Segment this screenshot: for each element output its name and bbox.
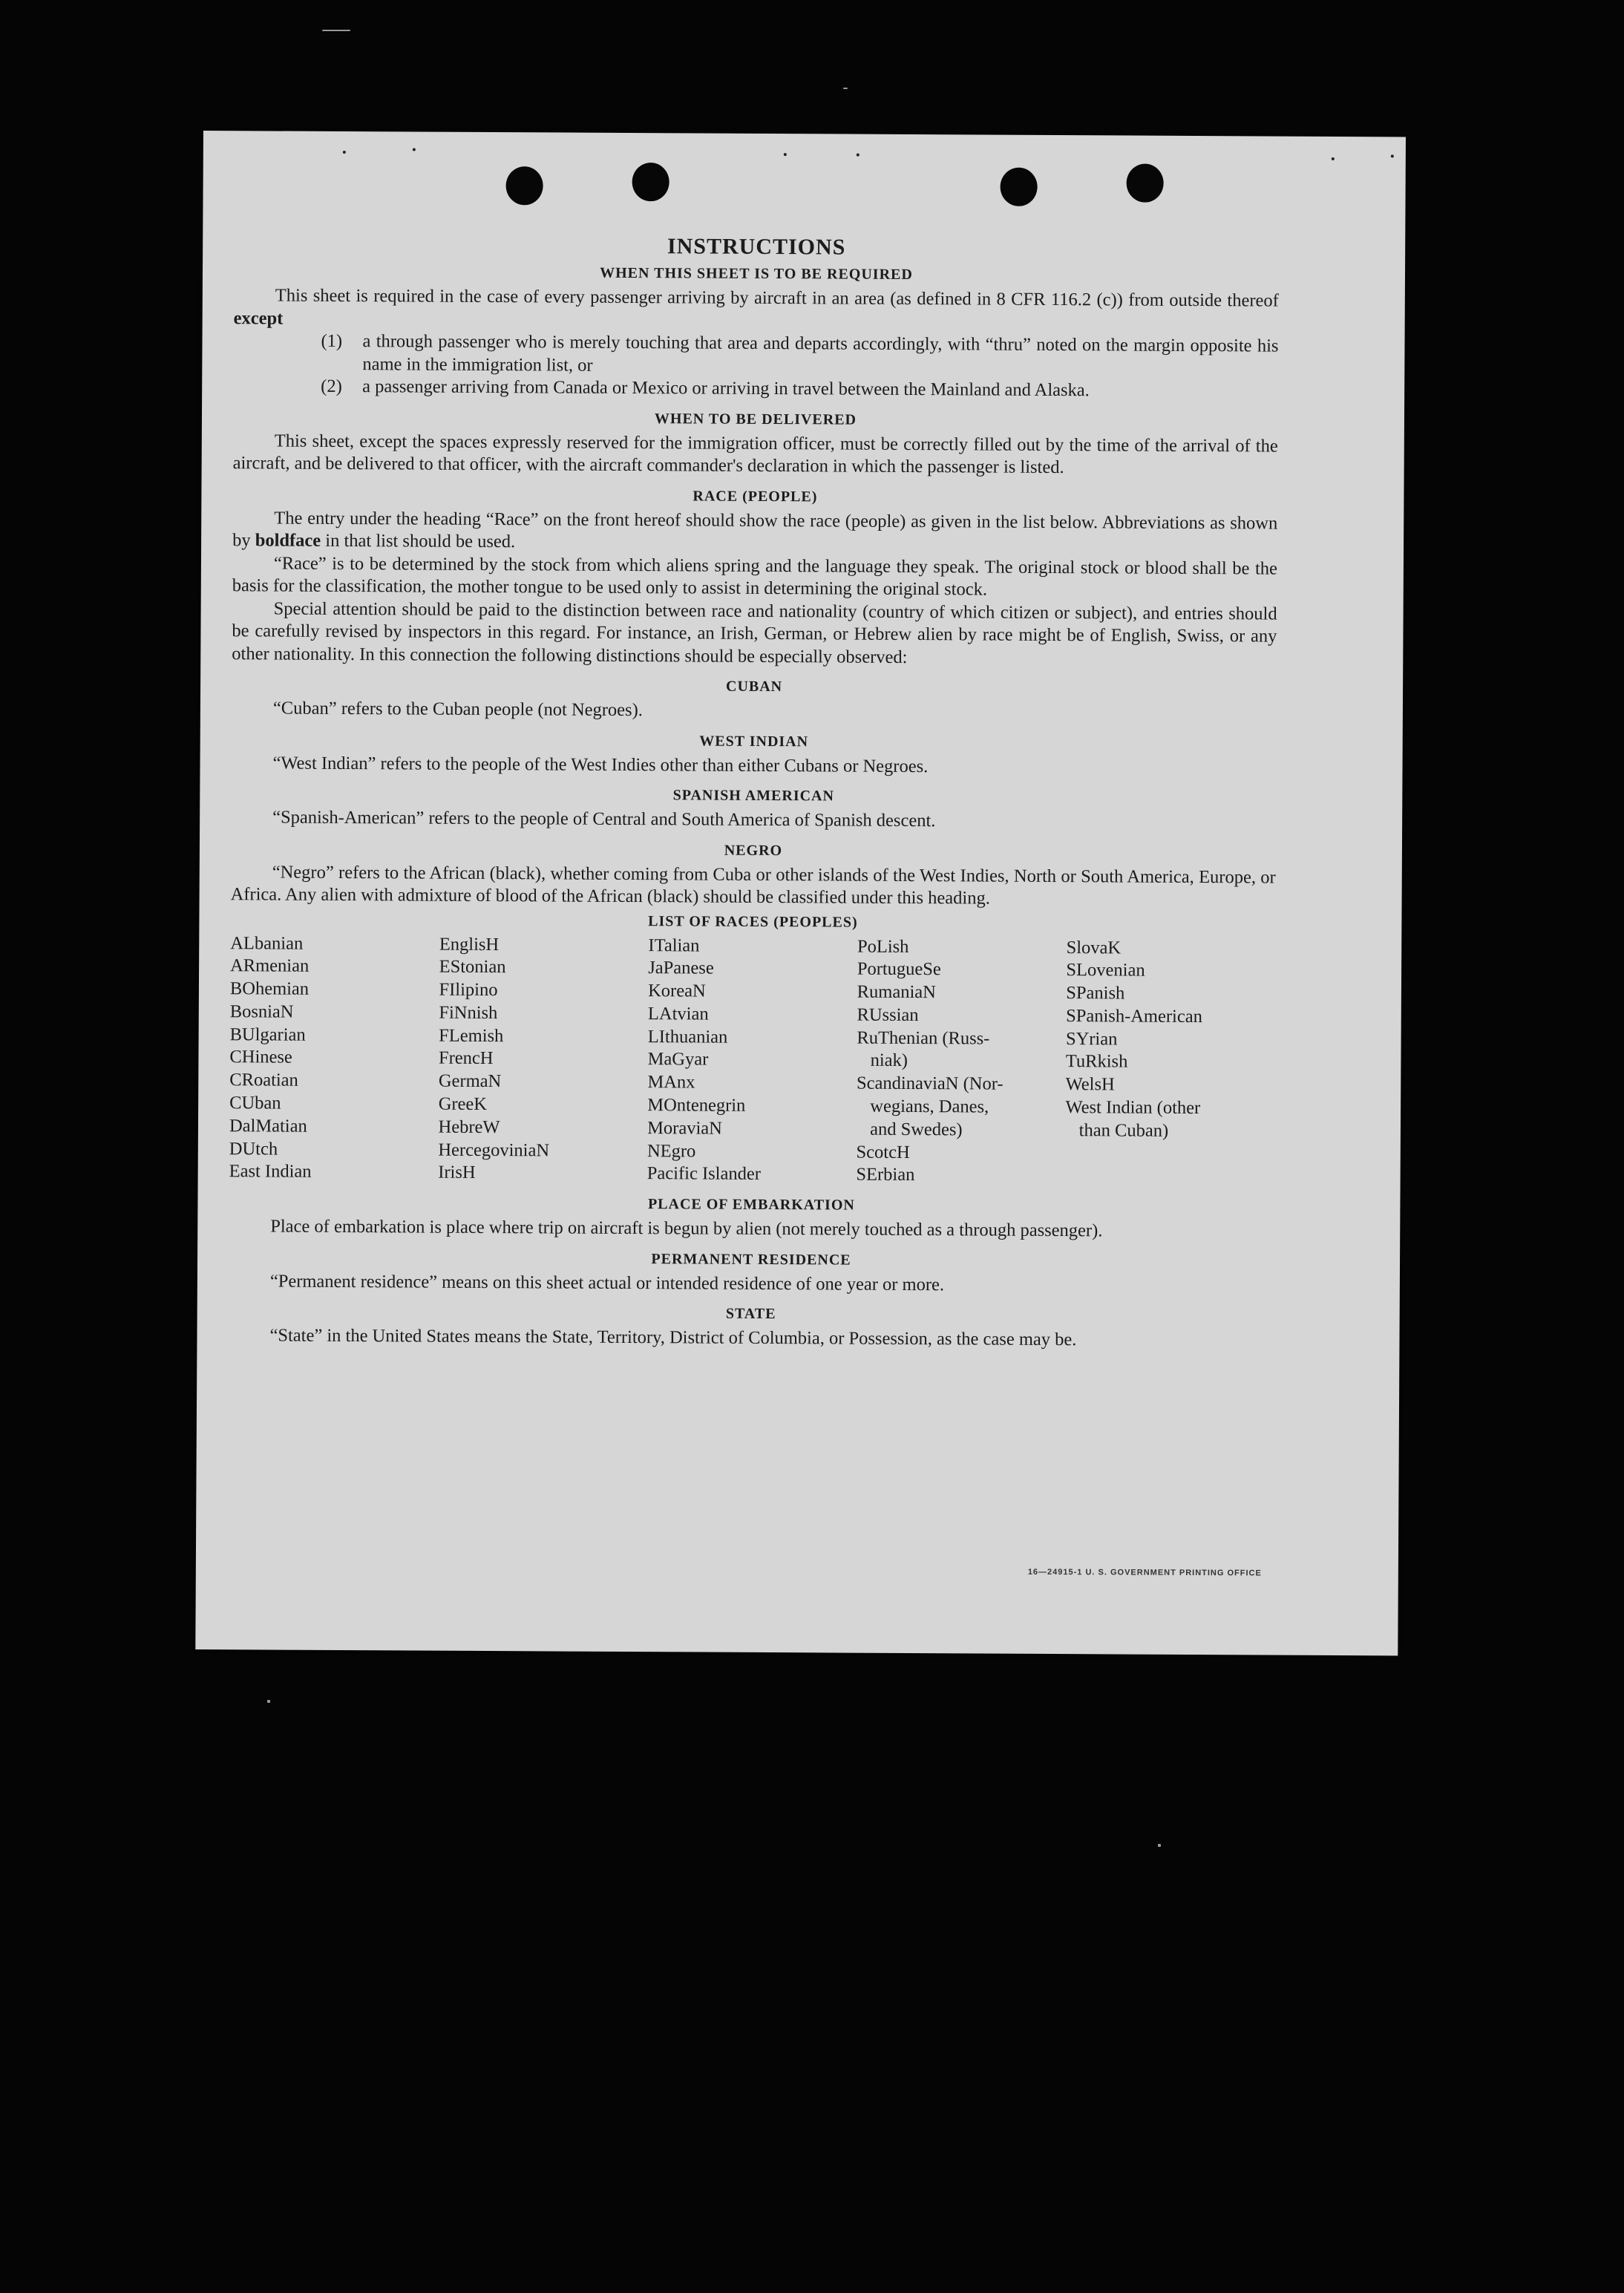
- race-entry: CUban: [229, 1093, 281, 1113]
- race-entry: LAtvian: [647, 1004, 709, 1024]
- heading-west-indian: WEST INDIAN: [699, 733, 809, 750]
- heading-list-of-races: LIST OF RACES (PEOPLES): [648, 912, 858, 931]
- race-entry: than Cuban): [1065, 1119, 1169, 1141]
- delivered-text: This sheet, except the spaces expressly reserved for the immigration officer, must be correctly filled out by the time of the arrival of the aircraft, and be delivered to that officer, with the aircraft commander's declaration in which the passenger is listed.: [232, 431, 1278, 478]
- item-text: a through passenger who is merely touching that area and departs accordingly, with “thru” noted on the margin opposite his name in the immigration list, or: [362, 331, 1279, 376]
- race-entry: DUtch: [229, 1138, 278, 1159]
- scan-speck: [843, 88, 848, 89]
- negro-text: “Negro” refers to the African (black), whether coming from Cuba or other islands of the West Indies, North or South America, Europe, or Africa. Any alien with admixture of blood of the African (black) should be classified under this heading.: [230, 861, 1276, 909]
- race-entry: ScotcH: [856, 1142, 910, 1162]
- race-entry: MOntenegrin: [647, 1095, 746, 1116]
- tick-mark: [857, 154, 860, 157]
- race-entry: HercegoviniaN: [438, 1139, 550, 1161]
- race-entry: FLemish: [439, 1025, 504, 1046]
- race-entry: SYrian: [1065, 1028, 1118, 1050]
- heading-permanent-residence: PERMANENT RESIDENCE: [651, 1250, 851, 1269]
- race-entry: RumaniaN: [857, 981, 936, 1003]
- heading-negro: NEGRO: [724, 842, 783, 859]
- item-text: a passenger arriving from Canada or Mexico or arriving in travel between the Mainland and Alaska.: [362, 376, 1090, 401]
- race-entry: PoLish: [857, 936, 909, 957]
- race-paragraph-3: Special attention should be paid to the distinction between race and nationality (country of which citizen or subject), and entries should be carefully revised by inspectors in this regard. For instance, an Irish, German, or Hebrew alien by race might be of English, Swiss, or any other nationality. In this connection the following distinctions should be especially observed:: [232, 598, 1277, 667]
- heading-when-required: WHEN THIS SHEET IS TO BE REQUIRED: [600, 264, 913, 284]
- race-entry: HebreW: [438, 1116, 500, 1137]
- instructions-content: [228, 232, 1279, 1352]
- races-list: [229, 932, 1276, 1189]
- race-entry: WelsH: [1065, 1074, 1115, 1095]
- state-text: “State” in the United States means the State, Territory, District of Columbia, or Possession, as the case may be.: [269, 1325, 1077, 1350]
- races-column-4: [856, 935, 1066, 1188]
- required-intro: [234, 284, 1279, 335]
- cuban-text: “Cuban” refers to the Cuban people (not Negroes).: [272, 698, 643, 721]
- race-entry: BUlgarian: [229, 1024, 306, 1045]
- heading-state: STATE: [725, 1305, 776, 1323]
- required-intro-except: except: [233, 307, 284, 329]
- spanish-american-text: “Spanish-American” refers to the people of Central and South America of Spanish descent.: [272, 807, 936, 831]
- race-p1-bold: boldface: [255, 530, 321, 551]
- race-entry: East Indian: [229, 1161, 312, 1183]
- race-entry: CHinese: [229, 1047, 292, 1068]
- race-p1-a: The entry under the heading “Race” on the front hereof should show the race (people) as given in the list below. Abbreviations as shown by: [232, 508, 1278, 551]
- required-intro-text: This sheet is required in the case of every passenger arriving by aircraft in an area (as defined in 8 CFR 116.2 (c)) from outside thereof: [275, 285, 1279, 311]
- race-entry: SErbian: [856, 1165, 915, 1185]
- heading-embarkation: PLACE OF EMBARKATION: [647, 1196, 855, 1214]
- tick-mark: [413, 148, 416, 151]
- race-entry: ScandinaviaN (Nor-: [857, 1073, 1003, 1094]
- race-entry: IrisH: [438, 1162, 476, 1183]
- race-entry: ARmenian: [230, 955, 310, 977]
- tick-mark: [784, 153, 787, 156]
- races-column-2: [438, 933, 648, 1185]
- scan-speck: [322, 30, 350, 31]
- race-entry: and Swedes): [856, 1119, 963, 1140]
- race-entry: niak): [857, 1050, 908, 1071]
- race-entry: EnglisH: [439, 934, 500, 955]
- race-entry: FiNnish: [439, 1002, 498, 1023]
- residence-text: “Permanent residence” means on this sheet actual or intended residence of one year or more.: [269, 1271, 945, 1295]
- race-entry: MaGyar: [647, 1049, 709, 1070]
- race-entry: RuThenian (Russ-: [857, 1027, 990, 1049]
- race-entry: JaPanese: [648, 958, 714, 978]
- punch-hole: [632, 163, 669, 201]
- instruction-sheet: [195, 131, 1406, 1655]
- printer-imprint: 16—24915-1 U. S. GOVERNMENT PRINTING OFFICE: [1027, 1567, 1262, 1578]
- race-entry: SLovenian: [1066, 960, 1145, 981]
- race-entry: TuRkish: [1065, 1051, 1128, 1073]
- required-item-1: [233, 330, 1278, 380]
- race-entry: BosniaN: [229, 1001, 294, 1022]
- races-column-1: [229, 932, 439, 1185]
- race-entry: MoraviaN: [647, 1118, 722, 1139]
- race-entry: West Indian (other: [1065, 1097, 1201, 1119]
- race-entry: SlovaK: [1066, 937, 1122, 958]
- tick-mark: [343, 151, 346, 154]
- race-entry: Pacific Islander: [646, 1163, 761, 1185]
- race-entry: NEgro: [646, 1140, 696, 1162]
- race-entry: SPanish-American: [1066, 1005, 1202, 1027]
- required-item-2: [233, 375, 1278, 403]
- item-number: (1): [321, 330, 343, 351]
- race-entry: EStonian: [439, 956, 506, 978]
- race-entry: BOhemian: [229, 978, 310, 999]
- heading-when-delivered: WHEN TO BE DELIVERED: [654, 410, 857, 428]
- race-entry: RUssian: [857, 1004, 919, 1025]
- races-column-3: [647, 935, 857, 1187]
- punch-hole: [1127, 164, 1164, 203]
- race-entry: PortugueSe: [857, 958, 941, 980]
- page-title: INSTRUCTIONS: [667, 234, 846, 260]
- race-entry: MAnx: [647, 1072, 695, 1093]
- punch-hole: [1000, 168, 1037, 206]
- embarkation-text: Place of embarkation is place where trip on aircraft is begun by alien (not merely touched as a through passenger).: [270, 1216, 1103, 1241]
- race-entry: SPanish: [1066, 983, 1125, 1004]
- race-entry: GreeK: [438, 1093, 488, 1115]
- race-paragraph-1: [232, 507, 1277, 557]
- item-number: (2): [321, 376, 342, 396]
- tick-mark: [1332, 157, 1335, 160]
- heading-cuban: CUBAN: [725, 678, 783, 696]
- race-entry: CRoatian: [229, 1070, 298, 1090]
- scan-speck: [267, 1700, 270, 1703]
- race-entry: ITalian: [648, 935, 700, 956]
- punch-hole: [505, 166, 543, 205]
- west-indian-text: “West Indian” refers to the people of the West Indies other than either Cubans or Negroes.: [272, 753, 929, 776]
- race-entry: FIlipino: [439, 979, 498, 1001]
- race-entry: wegians, Danes,: [856, 1096, 989, 1117]
- race-entry: FrencH: [438, 1048, 494, 1069]
- tick-mark: [1391, 154, 1394, 157]
- races-column-5: [1065, 937, 1275, 1189]
- race-entry: LIthuanian: [647, 1026, 728, 1047]
- race-entry: DalMatian: [229, 1116, 307, 1136]
- race-entry: ALbanian: [230, 932, 304, 954]
- race-paragraph-2: “Race” is to be determined by the stock from which aliens spring and the language they speak. The original stock or blood shall be the basis for the classification, the mother tongue to be used only to assist in determining the original stock.: [232, 553, 1278, 600]
- race-p1-b: in that list should be used.: [325, 530, 516, 552]
- heading-race: RACE (PEOPLE): [693, 487, 818, 505]
- race-entry: KoreaN: [648, 981, 706, 1001]
- scan-speck: [1158, 1844, 1161, 1847]
- race-entry: GermaN: [438, 1070, 502, 1092]
- heading-spanish-american: SPANISH AMERICAN: [672, 787, 835, 805]
